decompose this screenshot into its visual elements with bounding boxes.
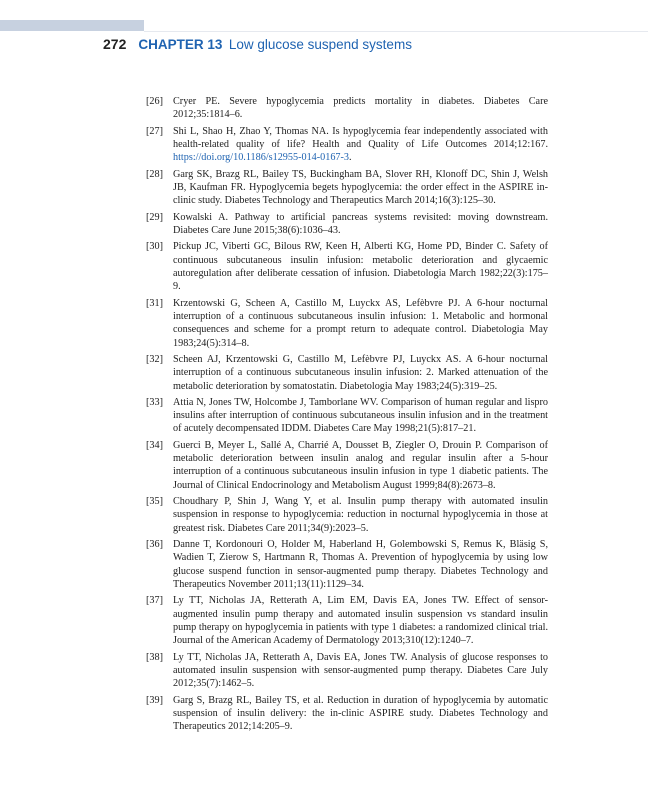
reference-number: [29] — [146, 211, 163, 223]
reference-text: Choudhary P, Shin J, Wang Y, et al. Insulin pump therapy with automated insulin suspension in response to hypoglycemia: reduction in nocturnal hypoglycemia in those at greatest risk. Diabetes Care 2011;34(9):2023–5. — [173, 496, 548, 534]
reference-text: Attia N, Jones TW, Holcombe J, Tamborlane WV. Comparison of human regular and lispro insulins after interruption of continuous subcutaneous insulin infusion and in the treatment of acutely decompensated IDDM. Diabetes Care May 1998;21(5):817–21. — [173, 396, 548, 435]
reference-item — [146, 297, 548, 350]
reference-text: Kowalski A. Pathway to artificial pancreas systems revisited: moving downstream. Diabetes Care June 2015;38(6):1036–43. — [173, 211, 548, 236]
reference-number: [27] — [146, 125, 163, 137]
reference-item — [146, 694, 548, 734]
reference-item — [146, 439, 548, 492]
reference-item — [146, 168, 548, 208]
reference-doi-link[interactable]: https://doi.org/10.1186/s12955-014-0167-3 — [173, 152, 350, 164]
reference-number: [28] — [146, 168, 163, 180]
reference-number: [33] — [146, 396, 163, 408]
reference-number: [30] — [146, 241, 163, 253]
reference-item — [146, 495, 548, 535]
reference-text: Ly TT, Nicholas JA, Retterath A, Davis EA, Jones TW. Analysis of glucose responses to automated insulin suspension with sensor-augmented pump therapy. Diabetes Care July 2012;35(7):1462–5. — [173, 651, 548, 690]
reference-list — [146, 95, 548, 737]
reference-number: [35] — [146, 496, 163, 508]
chapter-label: CHAPTER 13 — [138, 37, 223, 52]
reference-text: Scheen AJ, Krzentowski G, Castillo M, Lefèbvre PJ, Luyckx AS. A 6-hour nocturnal interruption of a continuous subcutaneous insulin infusion: 2. Marked attenuation of the metabolic deterioration by somatostatin. Diabetologia May 1983;24(5):319–25. — [173, 353, 548, 392]
reference-item — [146, 651, 548, 691]
reference-text: Shi L, Shao H, Zhao Y, Thomas NA. Is hypoglycemia fear independently associated with health-related quality of life? Health and Quality of Life Outcomes 2014;12:167. — [173, 125, 548, 150]
reference-number: [36] — [146, 539, 163, 551]
reference-item: [27] Shi L, Shao H, Zhao Y, Thomas NA. Is hypoglycemia fear independently associated with health-related quality of life? Health and Quality of Life Outcomes 2014;12:167. https://doi.org/10.1186/s12955-014-0167-3. — [146, 125, 548, 164]
reference-item — [146, 240, 548, 293]
reference-text: Cryer PE. Severe hypoglycemia predicts mortality in diabetes. Diabetes Care 2012;35:1814–6. — [173, 96, 548, 121]
reference-number: [37] — [146, 595, 163, 607]
reference-number: [39] — [146, 694, 163, 706]
reference-text: Ly TT, Nicholas JA, Retterath A, Lim EM, Davis EA, Jones TW. Effect of sensor-augmented insulin pump therapy and automated insulin suspension vs standard insulin pump therapy on hypoglycemia in patients with type 1 diabetes: a randomized clinical trial. Journal of the American Academy of Dermatology 2013;310(12):1240–7. — [173, 595, 548, 647]
reference-text: Danne T, Kordonouri O, Holder M, Haberland H, Golembowski S, Remus K, Bläsig S, Wadien T, Zierow S, Hartmann R, Thomas A. Prevention of hypoglycemia by using low glucose suspend function in sensor-augmented pump therapy. Diabetes Technology and Therapeutics November 2011;13(11):1129–34. — [173, 539, 548, 591]
reference-text: Garg S, Brazg RL, Bailey TS, et al. Reduction in duration of hypoglycemia by automatic suspension of insulin delivery: the in-clinic ASPIRE study. Diabetes Technology and Therapeutics 2012;14:205–9. — [173, 694, 548, 733]
reference-number: [31] — [146, 297, 163, 309]
reference-number: [34] — [146, 439, 163, 451]
reference-number: [26] — [146, 96, 163, 107]
reference-item — [146, 594, 548, 647]
reference-item — [146, 211, 548, 238]
reference-item — [146, 353, 548, 393]
reference-number: [32] — [146, 353, 163, 365]
reference-text: Guerci B, Meyer L, Sallé A, Charrié A, Dousset B, Ziegler O, Drouin P. Comparison of metabolic deterioration between insulin analog and regular insulin after a 5-hour interruption of a continuous subcutaneous insulin infusion in type 1 diabetic patients. The Journal of Clinical Endocrinology and Metabolism August 1999;84(8):2673–8. — [173, 439, 548, 491]
reference-item — [146, 396, 548, 436]
reference-item — [146, 95, 548, 122]
reference-number: [38] — [146, 651, 163, 663]
reference-text: Pickup JC, Viberti GC, Bilous RW, Keen H, Alberti KG, Home PD, Binder C. Safety of continuous subcutaneous insulin infusion: metabolic deterioration and glycaemic autoregulation after deliberate cessation of infusion. Diabetologia March 1982;22(3):175–9. — [173, 241, 548, 293]
header-rule — [144, 31, 648, 32]
header-accent-bar — [0, 20, 144, 31]
page-number: 272 — [103, 36, 127, 52]
running-header — [103, 36, 412, 54]
reference-text: Garg SK, Brazg RL, Bailey TS, Buckingham BA, Slover RH, Klonoff DC, Shin J, Welsh JB, Kaufman FR. Hypoglycemia begets hypoglycemia: the order effect in the ASPIRE in-clinic study. Diabetes Technology and Therapeutics March 2014;16(3):125–30. — [173, 168, 548, 207]
reference-text: Krzentowski G, Scheen A, Castillo M, Luyckx AS, Lefèbvre PJ. A 6-hour nocturnal interruption of a continuous subcutaneous insulin infusion: 1. Metabolic and hormonal consequences and scheme for a prompt return to adequate control. Diabetologia May 1983;24(5):314–8. — [173, 297, 548, 349]
chapter-title: Low glucose suspend systems — [228, 37, 412, 52]
reference-item — [146, 538, 548, 591]
